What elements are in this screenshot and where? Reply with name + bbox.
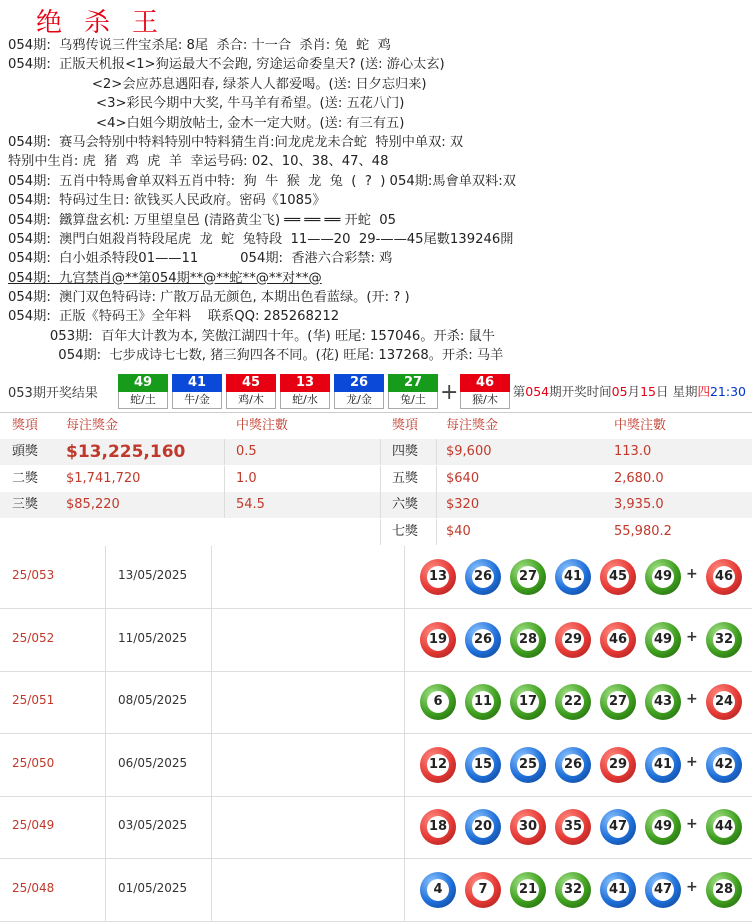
- ball-number: 19: [427, 629, 449, 651]
- result-number: 26: [334, 374, 384, 392]
- lottery-ball: [465, 872, 501, 908]
- history-period: 25/051: [12, 693, 55, 707]
- prize-amount: $9,600: [446, 444, 492, 459]
- prize-header-cell: 獎項: [392, 418, 419, 433]
- result-zodiac: 牛/金: [172, 392, 222, 409]
- prize-name: 六獎: [392, 497, 419, 512]
- column-divider: [436, 466, 437, 492]
- column-divider: [224, 466, 225, 492]
- result-tile: [172, 374, 222, 410]
- result-zodiac: 龙/金: [334, 392, 384, 409]
- prize-header-cell: 中獎注數: [614, 418, 667, 433]
- result-tile: [388, 374, 438, 410]
- ball-number: 28: [517, 629, 539, 651]
- prediction-line-text: 054期: 澳门双色特码诗: 广散万品无颜色, 本期出色看蓝绿。(开: ? ): [8, 290, 410, 306]
- next-draw-info: [513, 382, 746, 400]
- ball-number: 44: [713, 816, 735, 838]
- column-divider: [436, 439, 437, 465]
- draw-info-weekday: 四: [697, 384, 710, 399]
- prediction-line: [8, 75, 748, 94]
- prediction-line-text: <3>彩民今期中大奖, 牛马羊有希望。(送: 五花八门): [8, 96, 405, 112]
- column-divider: [105, 859, 106, 921]
- result-number: 45: [226, 374, 276, 392]
- column-divider: [404, 734, 405, 796]
- prize-count: 54.5: [236, 497, 265, 512]
- prize-header-cell: 中獎注數: [236, 418, 289, 433]
- lottery-ball: [555, 684, 591, 720]
- history-date: 03/05/2025: [118, 818, 188, 832]
- lottery-ball: [510, 684, 546, 720]
- ball-number: 47: [652, 879, 674, 901]
- ball-number: 25: [517, 754, 539, 776]
- ball-number: 35: [562, 816, 584, 838]
- lottery-ball: [645, 872, 681, 908]
- prize-amount: $320: [446, 497, 480, 512]
- ball-number: 29: [562, 629, 584, 651]
- result-number: 49: [118, 374, 168, 392]
- ball-number: 41: [607, 879, 629, 901]
- lottery-ball: [420, 559, 456, 595]
- column-divider: [404, 609, 405, 671]
- draw-info-day-unit: 日 星期: [655, 384, 698, 399]
- prize-amount: $640: [446, 470, 480, 486]
- lottery-ball: [420, 747, 456, 783]
- ball-number: 29: [607, 754, 629, 776]
- lottery-ball: [420, 684, 456, 720]
- prize-count: 113.0: [614, 444, 652, 459]
- ball-number: 20: [472, 816, 494, 838]
- prediction-line-text: 054期: 赛马会特别中特料特别中特料猜生肖:问龙虎龙未合蛇 特别中单双: 双: [8, 134, 464, 150]
- ball-number: 27: [517, 566, 539, 588]
- ball-number: 46: [607, 629, 629, 651]
- prize-name: 二獎: [12, 470, 39, 486]
- prize-count: 1.0: [236, 470, 257, 486]
- plus-sign: +: [686, 628, 698, 645]
- history-date: 11/05/2025: [118, 630, 188, 645]
- prize-row: [0, 466, 752, 492]
- ball-number: 22: [562, 691, 584, 713]
- lottery-ball: [555, 872, 591, 908]
- prize-header-cell: 每注獎金: [66, 418, 119, 433]
- ball-number: 41: [652, 754, 674, 776]
- column-divider: [404, 796, 405, 858]
- lottery-ball: [510, 872, 546, 908]
- plus-sign: +: [686, 753, 698, 770]
- draw-info-month: 05: [611, 384, 628, 399]
- result-number: 27: [388, 374, 438, 392]
- lottery-ball: [555, 559, 591, 595]
- prediction-line-text: 054期: 鐵算盘玄机: 万里望皇邑 (清路黄尘飞) ══ ══ ══ 开蛇 05: [8, 212, 397, 228]
- ball-number: 7: [472, 879, 494, 901]
- column-divider: [211, 859, 212, 921]
- ball-number: 12: [427, 754, 449, 776]
- column-divider: [105, 796, 106, 858]
- prediction-line-text: 054期: 九宫禁肖@**第054期**@**蛇**@**对**@: [8, 270, 322, 286]
- lottery-ball: [465, 809, 501, 845]
- ball-number: 47: [607, 816, 629, 838]
- column-divider: [380, 439, 381, 465]
- prize-table: [0, 413, 752, 545]
- lottery-ball: [510, 559, 546, 595]
- prize-count: 2,680.0: [614, 470, 664, 486]
- column-divider: [380, 492, 381, 518]
- lottery-ball: [600, 559, 636, 595]
- draw-info-mid: 期开奖时间: [549, 384, 612, 399]
- prediction-line-text: 特别中生肖: 虎 猪 鸡 虎 羊 幸运号码: 02、10、38、47、48: [8, 154, 389, 170]
- ball-number: 49: [652, 629, 674, 651]
- result-zodiac: 兔/土: [388, 392, 438, 409]
- ball-number: 32: [713, 629, 735, 651]
- history-row: [0, 546, 752, 609]
- prediction-line-text: <2>会应苏息遇阳春, 绿茶人人都爱喝。(送: 日夕忘归来): [8, 76, 427, 92]
- special-ball: [706, 622, 742, 658]
- prediction-line: [8, 191, 748, 210]
- column-divider: [211, 734, 212, 796]
- ball-number: 13: [427, 566, 449, 588]
- special-ball: [706, 872, 742, 908]
- ball-number: 26: [562, 754, 584, 776]
- prediction-line-text: <4>白姐今期放帖士, 金木一定大财。(送: 有三有五): [8, 115, 405, 131]
- prize-row: [0, 439, 752, 465]
- ball-number: 45: [607, 566, 629, 588]
- column-divider: [211, 546, 212, 608]
- lottery-ball: [600, 622, 636, 658]
- prediction-lines: [8, 36, 748, 366]
- column-divider: [211, 796, 212, 858]
- result-tile: [280, 374, 330, 410]
- result-zodiac: 蛇/土: [118, 392, 168, 409]
- result-tile: [334, 374, 384, 410]
- result-zodiac: 鸡/木: [226, 392, 276, 409]
- prize-amount: $85,220: [66, 497, 120, 512]
- plus-sign: +: [440, 380, 459, 405]
- column-divider: [105, 546, 106, 608]
- column-divider: [105, 671, 106, 733]
- result-tile: [118, 374, 168, 410]
- history-period: 25/048: [12, 880, 55, 895]
- ball-number: 41: [562, 566, 584, 588]
- special-result-tile: [460, 374, 510, 410]
- plus-sign: +: [686, 816, 698, 832]
- draw-info-month-unit: 月: [627, 384, 641, 399]
- column-divider: [380, 519, 381, 545]
- special-ball: [706, 747, 742, 783]
- history-row: [0, 859, 752, 922]
- ball-number: 21: [517, 879, 539, 901]
- prediction-line: [8, 230, 748, 249]
- prediction-line-text: 054期: 正版《特码王》全年料 联系QQ: 285268212: [8, 309, 340, 325]
- ball-number: 49: [652, 816, 674, 838]
- prize-name: 三獎: [12, 497, 39, 512]
- lottery-ball: [510, 809, 546, 845]
- draw-info-time: 21:30: [709, 384, 746, 399]
- latest-result-label: 053期开奖结果: [8, 386, 98, 401]
- prediction-line: [8, 288, 748, 307]
- column-divider: [436, 519, 437, 545]
- lottery-ball: [645, 809, 681, 845]
- prediction-line: [8, 249, 748, 268]
- history-row: [0, 734, 752, 797]
- special-ball: [706, 684, 742, 720]
- lottery-ball: [555, 747, 591, 783]
- special-zodiac: 猴/木: [460, 392, 510, 409]
- prize-name: 五獎: [392, 470, 419, 486]
- special-number: 46: [460, 374, 510, 392]
- history-date: 13/05/2025: [118, 568, 188, 582]
- column-divider: [105, 609, 106, 671]
- ball-number: 30: [517, 816, 539, 838]
- prediction-line: [8, 269, 748, 288]
- prediction-line-text: 053期: 百年大计教为本, 笑傲江湖四十年。(华) 旺尾: 157046。开杀: 鼠牛: [8, 328, 495, 344]
- lottery-ball: [600, 872, 636, 908]
- result-zodiac: 蛇/水: [280, 392, 330, 409]
- draw-info-pre: 第: [512, 384, 526, 399]
- ball-number: 49: [652, 566, 674, 588]
- ball-number: 4: [427, 879, 449, 901]
- lottery-ball: [600, 809, 636, 845]
- history-row: [0, 609, 752, 672]
- prediction-line-text: 054期: 五肖中特馬會单双料五肖中特: 狗 牛 猴 龙 兔 ( ? ) 054期:馬會单双料:双: [8, 173, 516, 189]
- lottery-ball: [645, 684, 681, 720]
- column-divider: [224, 439, 225, 465]
- lottery-ball: [600, 747, 636, 783]
- ball-number: 42: [713, 754, 735, 776]
- prize-header-cell: 獎項: [12, 418, 39, 433]
- ball-number: 46: [713, 566, 735, 588]
- prize-count: 55,980.2: [614, 523, 672, 539]
- lottery-ball: [465, 622, 501, 658]
- draw-info-period: 054: [525, 384, 550, 399]
- lottery-ball: [555, 622, 591, 658]
- history-date: 08/05/2025: [118, 693, 188, 707]
- prize-count: 3,935.0: [614, 497, 664, 512]
- lottery-ball: [465, 559, 501, 595]
- column-divider: [404, 859, 405, 921]
- history-row: [0, 671, 752, 734]
- plus-sign: +: [686, 878, 698, 895]
- lottery-ball: [600, 684, 636, 720]
- lottery-ball: [465, 747, 501, 783]
- prediction-line-text: 054期: 白小姐杀特段01——11 054期: 香港六合彩禁: 鸡: [8, 251, 393, 267]
- lottery-ball: [555, 809, 591, 845]
- history-date: 01/05/2025: [118, 880, 188, 895]
- lottery-ball: [420, 622, 456, 658]
- lottery-ball: [420, 872, 456, 908]
- result-number: 41: [172, 374, 222, 392]
- column-divider: [211, 671, 212, 733]
- ball-number: 43: [652, 691, 674, 713]
- lottery-ball: [645, 559, 681, 595]
- column-divider: [211, 609, 212, 671]
- lottery-ball: [420, 809, 456, 845]
- prediction-line-text: 054期: 七步成诗七七数, 猪三狗四各不同。(花) 旺尾: 137268。开杀: 马羊: [8, 348, 504, 364]
- prediction-line: [8, 94, 748, 113]
- prediction-line: [8, 172, 748, 191]
- prize-name: 四獎: [392, 444, 419, 459]
- prediction-line: [8, 346, 748, 365]
- special-ball: [706, 559, 742, 595]
- result-number: 13: [280, 374, 330, 392]
- lottery-ball: [510, 747, 546, 783]
- column-divider: [404, 671, 405, 733]
- lottery-ball: [510, 622, 546, 658]
- prediction-line: [8, 211, 748, 230]
- ball-number: 17: [517, 691, 539, 713]
- lottery-ball: [465, 684, 501, 720]
- result-tile: [226, 374, 276, 410]
- prediction-line-text: 054期: 乌鸦传说三件宝杀尾: 8尾 杀合: 十一合 杀肖: 兔 蛇 鸡: [8, 38, 391, 53]
- page-title: 绝杀王: [36, 8, 181, 38]
- lottery-ball: [645, 622, 681, 658]
- ball-number: 26: [472, 566, 494, 588]
- prize-header-row: [0, 413, 752, 439]
- ball-number: 15: [472, 754, 494, 776]
- ball-number: 27: [607, 691, 629, 713]
- prize-name: 七獎: [392, 523, 419, 539]
- prediction-line: [8, 152, 748, 171]
- prediction-line: [8, 114, 748, 133]
- history-period: 25/050: [12, 755, 55, 770]
- column-divider: [380, 466, 381, 492]
- prediction-line-text: 054期: 澳門白姐殺肖特段尾虎 龙 蛇 兔特段 11——20 29-——45尾數139246開: [8, 231, 514, 247]
- prize-count: 0.5: [236, 444, 257, 459]
- draw-info-day: 15: [640, 384, 656, 399]
- prize-amount: $1,741,720: [66, 470, 141, 486]
- ball-number: 26: [472, 629, 494, 651]
- prediction-line-text: 054期: 正版天机报<1>狗运最大不会跑, 穷途运命委皇天? (送: 游心太玄): [8, 57, 445, 73]
- ball-number: 11: [472, 691, 494, 713]
- prediction-line: [8, 36, 748, 55]
- prediction-line: [8, 307, 748, 326]
- prediction-line: [8, 327, 748, 346]
- lottery-ball: [645, 747, 681, 783]
- prize-row: [0, 492, 752, 518]
- prize-row: [0, 519, 752, 545]
- column-divider: [436, 492, 437, 518]
- prize-name: 頭獎: [12, 444, 39, 459]
- ball-number: 18: [427, 816, 449, 838]
- plus-sign: +: [686, 691, 698, 707]
- prize-amount: $13,225,160: [66, 442, 186, 462]
- plus-sign: +: [686, 566, 698, 582]
- latest-result-bar: [0, 372, 752, 413]
- history-period: 25/049: [12, 818, 55, 832]
- history-period: 25/053: [12, 568, 55, 582]
- prediction-line: [8, 55, 748, 74]
- special-ball: [706, 809, 742, 845]
- prize-header-cell: 每注獎金: [446, 418, 499, 433]
- history-row: [0, 796, 752, 859]
- prediction-line-text: 054期: 特码过生日: 欲钱买人民政府。密码《1085》: [8, 193, 326, 209]
- column-divider: [105, 734, 106, 796]
- history-period: 25/052: [12, 630, 55, 645]
- history-date: 06/05/2025: [118, 755, 188, 770]
- prize-amount: $40: [446, 523, 471, 539]
- ball-number: 32: [562, 879, 584, 901]
- ball-number: 28: [713, 879, 735, 901]
- prediction-line: [8, 133, 748, 152]
- column-divider: [404, 546, 405, 608]
- ball-number: 24: [713, 691, 735, 713]
- column-divider: [224, 492, 225, 518]
- ball-number: 6: [427, 691, 449, 713]
